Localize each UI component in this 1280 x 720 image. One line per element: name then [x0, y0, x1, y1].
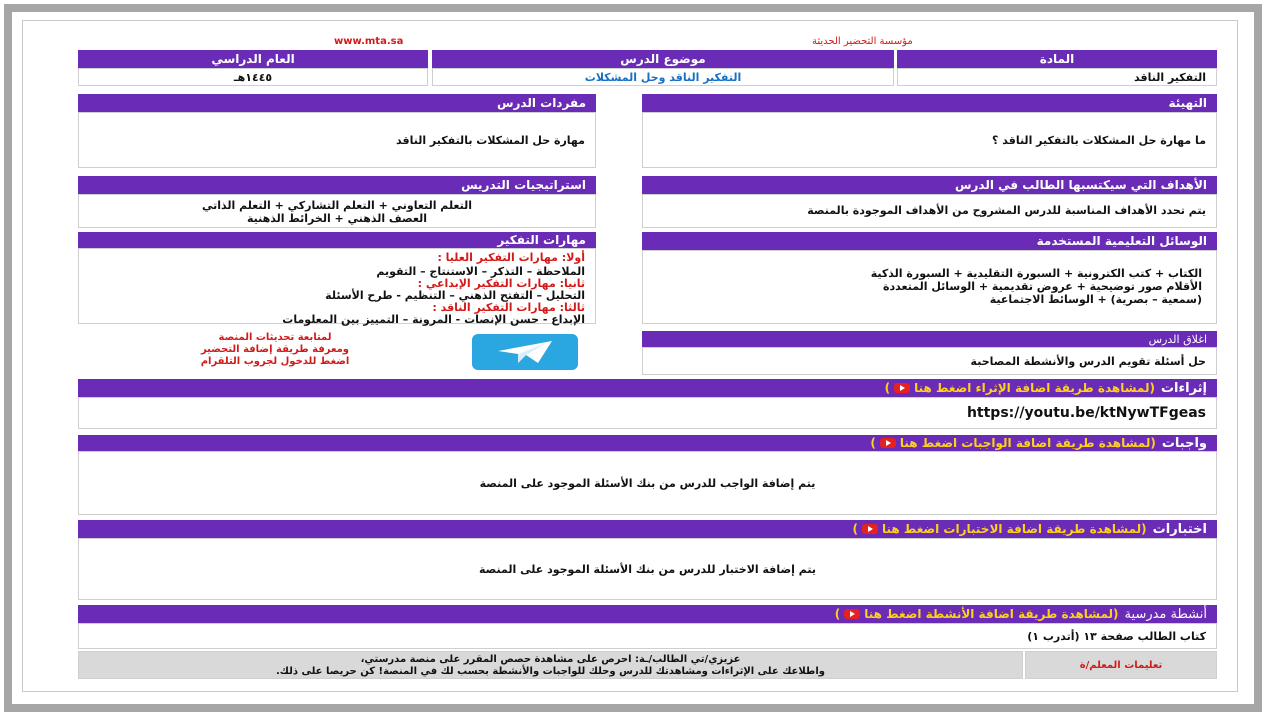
telegram-promo[interactable] — [150, 332, 400, 368]
goals-box — [642, 194, 1217, 228]
youtube-icon[interactable] — [880, 438, 896, 448]
homework-link-close: ) — [870, 436, 876, 450]
aids-line-3: (سمعية – بصرية) + الوسائط الاجتماعية — [989, 293, 1202, 306]
youtube-icon[interactable] — [894, 383, 910, 393]
thinking-line-1: الملاحظة – التذكر – الاستنتاج – التقويم — [376, 265, 585, 278]
thinking-line-2: التحليل – التفتح الذهني – التنظيم - طرح الأسئلة — [325, 289, 585, 302]
telegram-icon — [494, 339, 556, 365]
topic-label: موضوع الدرس — [432, 50, 894, 68]
activities-link[interactable]: (لمشاهدة طريقة اضافة الأنشطة اضغط هنا — [864, 607, 1119, 621]
goals-text: يتم تحدد الأهداف المناسبة للدرس المشروح من الأهداف الموجودة بالمنصة — [807, 204, 1206, 217]
youtube-icon[interactable] — [844, 609, 860, 619]
tests-title-bar[interactable] — [78, 520, 1217, 538]
homework-title-bar[interactable] — [78, 435, 1217, 451]
activities-title-bar[interactable] — [78, 605, 1217, 623]
homework-box — [78, 451, 1217, 515]
strategies-line-2: العصف الذهني + الخرائط الذهنية — [247, 212, 427, 225]
thinking-heading-2: ثانيا: مهارات التفكير الإبداعي : — [417, 277, 585, 290]
promo-line-2: ومعرفة طريقة إضافة التحضير — [200, 344, 350, 355]
year-value — [78, 68, 428, 86]
org-name: مؤسسة التحضير الحديثة — [812, 36, 913, 47]
teacher-label-cell — [1025, 651, 1217, 679]
teacher-label: تعليمات المعلم/ة — [1079, 659, 1163, 671]
strategies-box — [78, 194, 596, 228]
activities-link-close: ) — [834, 607, 841, 621]
site-url[interactable]: www.mta.sa — [334, 36, 404, 47]
teacher-line-2: واطلاعك على الإثراءات ومشاهدتك للدرس وحلك للواجبات والأنشطة بحسب لك في المنصة! كن حريصا على ذلك. — [275, 666, 825, 677]
activities-text: كتاب الطالب صفحة ١٣ (أتدرب ١) — [1027, 629, 1206, 643]
promo-line-3: اضغط للدخول لجروب التلقرام — [200, 356, 350, 367]
thinking-box — [78, 248, 596, 324]
teacher-line-1: عزيزي/تي الطالب/ـة: احرص على مشاهدة حصص المقرر على منصة مدرستي، — [360, 654, 741, 665]
year-text: ١٤٤٥هـ — [233, 70, 273, 84]
enrich-box — [78, 397, 1217, 429]
closing-text: حل أسئلة تقويم الدرس والأنشطة المصاحبة — [970, 354, 1206, 368]
subject-label: المادة — [897, 50, 1217, 68]
homework-title: واجبات — [1161, 435, 1207, 451]
homework-text: يتم إضافة الواجب للدرس من بنك الأسئلة الموجود على المنصة — [479, 476, 816, 490]
telegram-button[interactable] — [472, 334, 578, 370]
closing-title: اغلاق الدرس — [642, 331, 1217, 347]
subject-text: التفكير الناقد — [1134, 70, 1206, 84]
vocab-box — [78, 112, 596, 168]
thinking-heading-3: ثالثا: مهارات التفكير الناقد : — [432, 301, 585, 314]
tests-link-close: ) — [852, 522, 859, 536]
strategies-title: استراتيجيات التدريس — [78, 176, 596, 194]
teacher-instructions — [78, 651, 1023, 679]
topic-value — [432, 68, 894, 86]
thinking-title: مهارات التفكير — [78, 232, 596, 248]
activities-box — [78, 623, 1217, 649]
thinking-line-3: الإبداع - حسن الإنصات - المرونة – التمييز بين المعلومات — [282, 313, 585, 326]
enrich-link[interactable]: (لمشاهدة طريقة اضافة الإثراء اضغط هنا — [914, 381, 1155, 395]
homework-link[interactable]: (لمشاهدة طريقة اضافة الواجبات اضغط هنا — [899, 436, 1156, 450]
goals-title: الأهداف التي سيكتسبها الطالب في الدرس — [642, 176, 1217, 194]
year-label: العام الدراسي — [78, 50, 428, 68]
intro-box — [642, 112, 1217, 168]
aids-line-2: الأقلام صور توضيحية + عروض تقديمية + الوسائل المتعددة — [883, 280, 1202, 293]
vocab-text: مهارة حل المشكلات بالتفكير الناقد — [396, 133, 585, 147]
intro-text: ما مهارة حل المشكلات بالتفكير الناقد ؟ — [992, 133, 1206, 147]
strategies-line-1: التعلم التعاوني + التعلم التشاركي + التعلم الذاتي — [201, 199, 473, 212]
intro-title: التهيئة — [642, 94, 1217, 112]
aids-box — [642, 250, 1217, 324]
promo-line-1: لمتابعة تحديثات المنصة — [218, 332, 332, 343]
enrich-title-bar[interactable] — [78, 379, 1217, 397]
topic-text: التفكير الناقد وحل المشكلات — [584, 70, 742, 84]
tests-link[interactable]: (لمشاهدة طريقة اضافة الاختبارات اضغط هنا — [882, 522, 1147, 536]
vocab-title: مفردات الدرس — [78, 94, 596, 112]
youtube-icon[interactable] — [862, 524, 878, 534]
activities-title: أنشطة مدرسية — [1124, 606, 1207, 622]
tests-title: اختبارات — [1152, 521, 1207, 537]
subject-value — [897, 68, 1217, 86]
thinking-heading-1: أولا: مهارات التفكير العليا : — [437, 251, 585, 264]
enrich-title: إثراءات — [1160, 380, 1207, 396]
closing-box — [642, 347, 1217, 375]
enrich-url[interactable]: https://youtu.be/ktNywTFgeas — [966, 405, 1206, 421]
aids-title: الوسائل التعليمية المستخدمة — [642, 232, 1217, 250]
enrich-link-close: ) — [884, 381, 891, 395]
tests-text: يتم إضافة الاختبار للدرس من بنك الأسئلة الموجود على المنصة — [479, 562, 816, 576]
tests-box — [78, 538, 1217, 600]
aids-line-1: الكتاب + كتب الكترونية + السبورة التقليدية + السبورة الذكية — [870, 267, 1202, 280]
